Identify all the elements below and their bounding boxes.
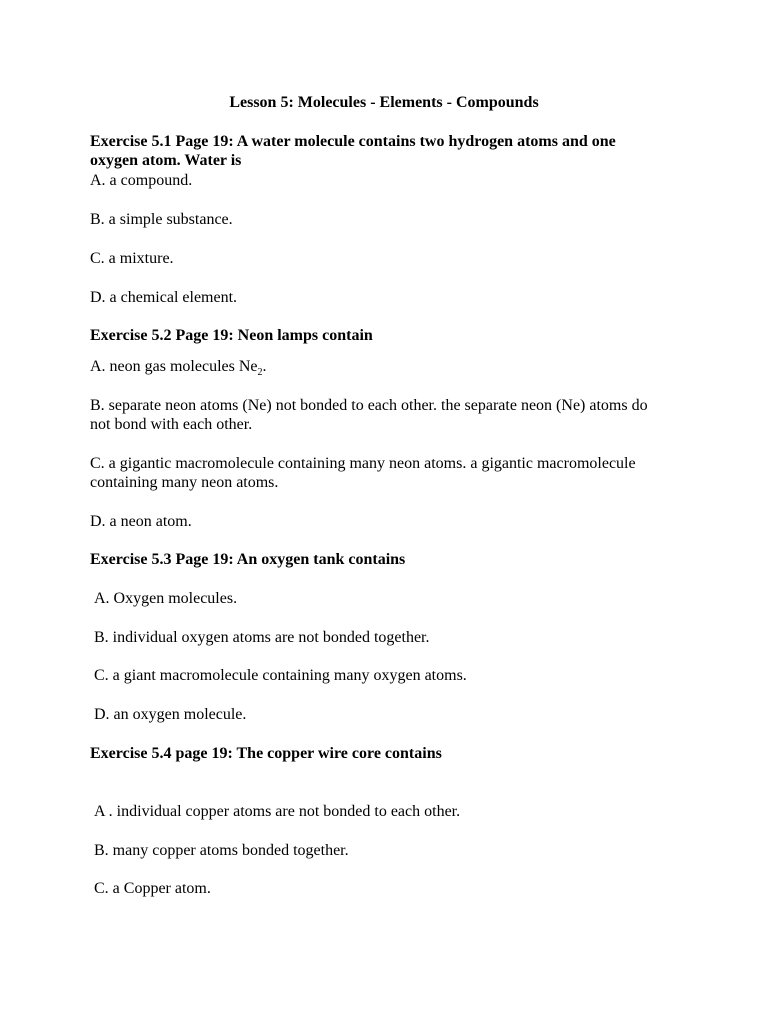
exercise-5-4-heading: Exercise 5.4 page 19: The copper wire core contains xyxy=(90,745,442,762)
exercise-5-4-option-c: C. a Copper atom. xyxy=(94,880,211,897)
exercise-5-1-heading: Exercise 5.1 Page 19: A water molecule contains two hydrogen atoms and one oxygen atom. Water is xyxy=(90,133,616,169)
exercise-5-3-option-d: D. an oxygen molecule. xyxy=(94,706,247,723)
exercise-5-4-option-b: B. many copper atoms bonded together. xyxy=(94,842,349,859)
exercise-5-4-option-a: A . individual copper atoms are not bonded to each other. xyxy=(94,803,461,820)
lesson-title: Lesson 5: Molecules - Elements - Compounds xyxy=(229,94,539,111)
exercise-5-2-option-b: B. separate neon atoms (Ne) not bonded to each other. the separate neon (Ne) atoms do not bond with each other. xyxy=(90,397,648,433)
exercise-5-2-option-a xyxy=(90,357,670,379)
exercise-5-3-option-c: C. a giant macromolecule containing many oxygen atoms. xyxy=(94,667,467,684)
exercise-5-1-option-a: A. a compound. xyxy=(90,172,193,189)
option-a-text: A. neon gas molecules Ne xyxy=(90,358,258,375)
exercise-5-1-option-c: C. a mixture. xyxy=(90,250,174,267)
exercise-5-1-option-d: D. a chemical element. xyxy=(90,289,238,306)
exercise-5-2-heading: Exercise 5.2 Page 19: Neon lamps contain xyxy=(90,327,373,344)
subscript-2: 2 xyxy=(257,367,263,379)
exercise-5-2-option-d: D. a neon atom. xyxy=(90,513,192,530)
exercise-5-1-option-b: B. a simple substance. xyxy=(90,211,233,228)
exercise-5-2-option-c: C. a gigantic macromolecule containing many neon atoms. a gigantic macromolecule containing many neon atoms. xyxy=(90,455,636,491)
exercise-5-3-option-b: B. individual oxygen atoms are not bonded together. xyxy=(94,629,430,646)
exercise-5-3-option-a: A. Oxygen molecules. xyxy=(94,590,238,607)
exercise-5-3-heading: Exercise 5.3 Page 19: An oxygen tank contains xyxy=(90,551,406,568)
option-a-suffix: . xyxy=(262,358,267,375)
